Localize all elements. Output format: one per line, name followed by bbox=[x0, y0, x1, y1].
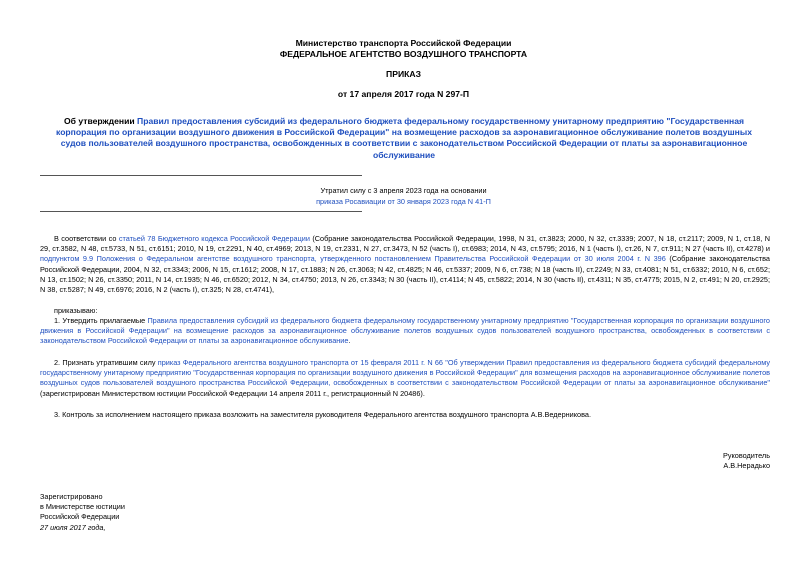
preamble-paragraph bbox=[40, 234, 770, 295]
title-prefix: Об утверждении bbox=[64, 116, 138, 126]
preamble-text-3: (Собрание законодательства Российской Федерации, 2004, N 32, ст.3343; 2006, N 15, ст.1612; 2008, N 17, ст.1883; N 26, ст.3063; N 42, ст.4825; N 46, ст.5337; 2009, N 6, ст.738; N 18 (часть II), ст.2249; N 33, ст.4081; N 51, ст.6332; 2010, N 6, ст.652; N 13, ст.1502; N 26, ст.3350; 2011, N 14, ст.1935; N 46, ст.6520; 2012, N 34, ст.4750; 2013, N 26, ст.3343; N 30 (часть II), ст.4114; N 45, ст.5822; 2014, N 30 (часть II), ст.4311; N 35, ст.4775; 2015, N 2, ст.491; N 20, ст.2925; N 38, ст.5287; N 49, ст.6976; 2016, N 2 (часть I), ст.325; N 28, ст.4741), bbox=[40, 254, 770, 295]
ministry-name: Министерство транспорта Российской Федерации bbox=[295, 38, 512, 48]
registration-line-2: в Министерстве юстиции bbox=[40, 502, 125, 512]
agency-name: ФЕДЕРАЛЬНОЕ АГЕНТСТВО ВОЗДУШНОГО ТРАНСПОРТА bbox=[279, 49, 528, 59]
document-type: ПРИКАЗ bbox=[386, 69, 421, 79]
registration-block bbox=[40, 492, 240, 533]
document-date-number: от 17 апреля 2017 года N 297-П bbox=[337, 89, 470, 99]
registration-line-3: Российской Федерации bbox=[40, 512, 120, 522]
title-link[interactable]: Правил предоставления субсидий из федерального бюджета федеральному государственному унитарному предприятию "Государственная корпорация по организации воздушного движения в Российской Федерации" на возмещение расходов за аэронавигационное обслуживание полетов воздушных судов пользователей воздушного пространства, освобожденных в соответствии с законодательством Российской Федерации от платы за аэронавигационное обслуживание bbox=[56, 116, 752, 160]
item-1-paragraph bbox=[40, 316, 770, 347]
item-2-text-1: 2. Признать утратившим силу bbox=[54, 358, 158, 367]
item-1-text-1: 1. Утвердить прилагаемые bbox=[54, 316, 148, 325]
item-2-paragraph bbox=[40, 358, 770, 399]
lapsed-note: Утратил силу с 3 апреля 2023 года на основании bbox=[320, 186, 487, 195]
preamble-text-2: (Собрание законодательства Российской Федерации, 1998, N 31, ст.3823; 2000, N 32, ст.3339; 2007, N 18, ст.2117; 2009, N 1, ст.18, N 29, ст.3582, N 48, ст.5733, N 51, ст.6151; 2010, N 19, ст.2291, N 40, ст.4969; 2013, N 19, ст.2331, N 27, ст.3473, N 52 (часть I), ст.6983; 2014, N 43, ст.5795; 2016, N 1 (часть I), ст.26, N 7, ст.911; N 27 (часть II), ст.4278) и bbox=[40, 234, 771, 254]
lapsed-order-link[interactable]: приказа Росавиации от 30 января 2023 года N 41-П bbox=[316, 197, 491, 206]
regulation-link[interactable]: подпунктом 9.9 Положения о Федеральном агентстве воздушного транспорта, утвержденного постановлением Правительства Российской Федерации от 30 июля 2004 г. N 396 bbox=[40, 254, 666, 264]
item-3-paragraph bbox=[40, 410, 770, 420]
signature-name: А.В.Нерадько bbox=[723, 461, 770, 470]
signature-role: Руководитель bbox=[722, 451, 770, 460]
document-title bbox=[48, 116, 760, 161]
rules-link[interactable]: Правила предоставления субсидий из федерального бюджета федеральному государственному унитарному предприятию "Государственная корпорация по организации воздушного движения в Российской Федерации" на возмещение расходов за аэронавигационное обслуживание полетов воздушных судов пользователей воздушного пространства, освобожденных в соответствии с законодательством Российской Федерации от платы за аэронавигационное обслуживание bbox=[40, 316, 770, 346]
registration-line-4: 27 июля 2017 года, bbox=[40, 522, 106, 532]
item-2-text-2: (зарегистрирован Министерством юстиции Российской Федерации 14 апреля 2011 г., регистрационный N 20486). bbox=[40, 388, 425, 398]
budget-code-link[interactable]: статьей 78 Бюджетного кодекса Российской Федерации bbox=[118, 234, 310, 243]
repealed-order-link[interactable]: приказ Федерального агентства воздушного транспорта от 15 февраля 2011 г. N 66 "Об утверждении Правил предоставления из федерального бюджета субсидий федеральному государственному унитарному предприятию "Государственная корпорация по организации воздушного движения в Российской Федерации" для возмещения расходов на аэронавигационное обслуживание полетов воздушных судов пользователей воздушного пространства Российской Федерации, освобожденных в соответствии с законодательством Российской Федерации от платы за аэронавигационное обслуживание" bbox=[40, 358, 770, 388]
divider-bottom bbox=[40, 211, 362, 212]
item-1-text-2: . bbox=[348, 336, 351, 346]
order-word bbox=[40, 306, 770, 316]
preamble-text-1: В соответствии со bbox=[54, 234, 119, 243]
divider-top bbox=[40, 175, 362, 176]
item-3-text: 3. Контроль за исполнением настоящего приказа возложить на заместителя руководителя Федерального агентства воздушного транспорта А.В.Ведерникова. bbox=[54, 410, 591, 419]
registration-line-1: Зарегистрировано bbox=[40, 492, 103, 501]
order-word-text: приказываю: bbox=[54, 306, 98, 315]
